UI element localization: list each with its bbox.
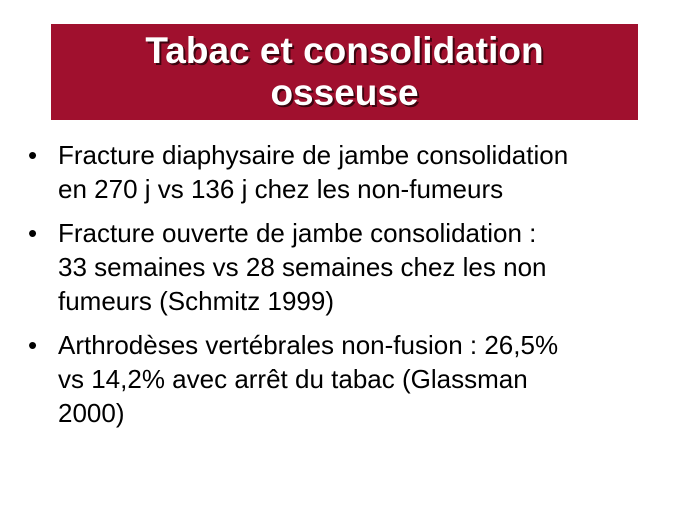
bullet-list	[24, 138, 674, 440]
slide-title	[145, 30, 543, 114]
bullet-item-leg-fracture	[24, 138, 674, 206]
bullet-line: 2000)	[58, 398, 125, 428]
bullet-line: vs 14,2% avec arrêt du tabac (Glassman	[58, 364, 528, 394]
bullet-icon: •	[28, 330, 38, 360]
bullet-icon: •	[28, 218, 38, 248]
bullet-icon: •	[28, 140, 38, 170]
bullet-line: en 270 j vs 136 j chez les non-fumeurs	[58, 174, 504, 204]
bullet-line: Fracture ouverte de jambe consolidation :	[58, 218, 537, 248]
slide-title-line-1: Tabac et consolidation	[145, 30, 544, 71]
bullet-line: Arthrodèses vertébrales non-fusion : 26,5%	[58, 330, 559, 360]
bullet-line: fumeurs (Schmitz 1999)	[58, 286, 334, 316]
bullet-text	[58, 328, 674, 430]
slide-title-line-2: osseuse	[270, 72, 419, 113]
bullet-text	[58, 216, 674, 318]
bullet-line: 33 semaines vs 28 semaines chez les non	[58, 252, 547, 282]
bullet-text	[58, 138, 674, 206]
bullet-line: Fracture diaphysaire de jambe consolidation	[58, 140, 569, 170]
bullet-item-open-fracture	[24, 216, 674, 318]
title-banner	[51, 24, 638, 120]
bullet-item-spinal-fusion	[24, 328, 674, 430]
